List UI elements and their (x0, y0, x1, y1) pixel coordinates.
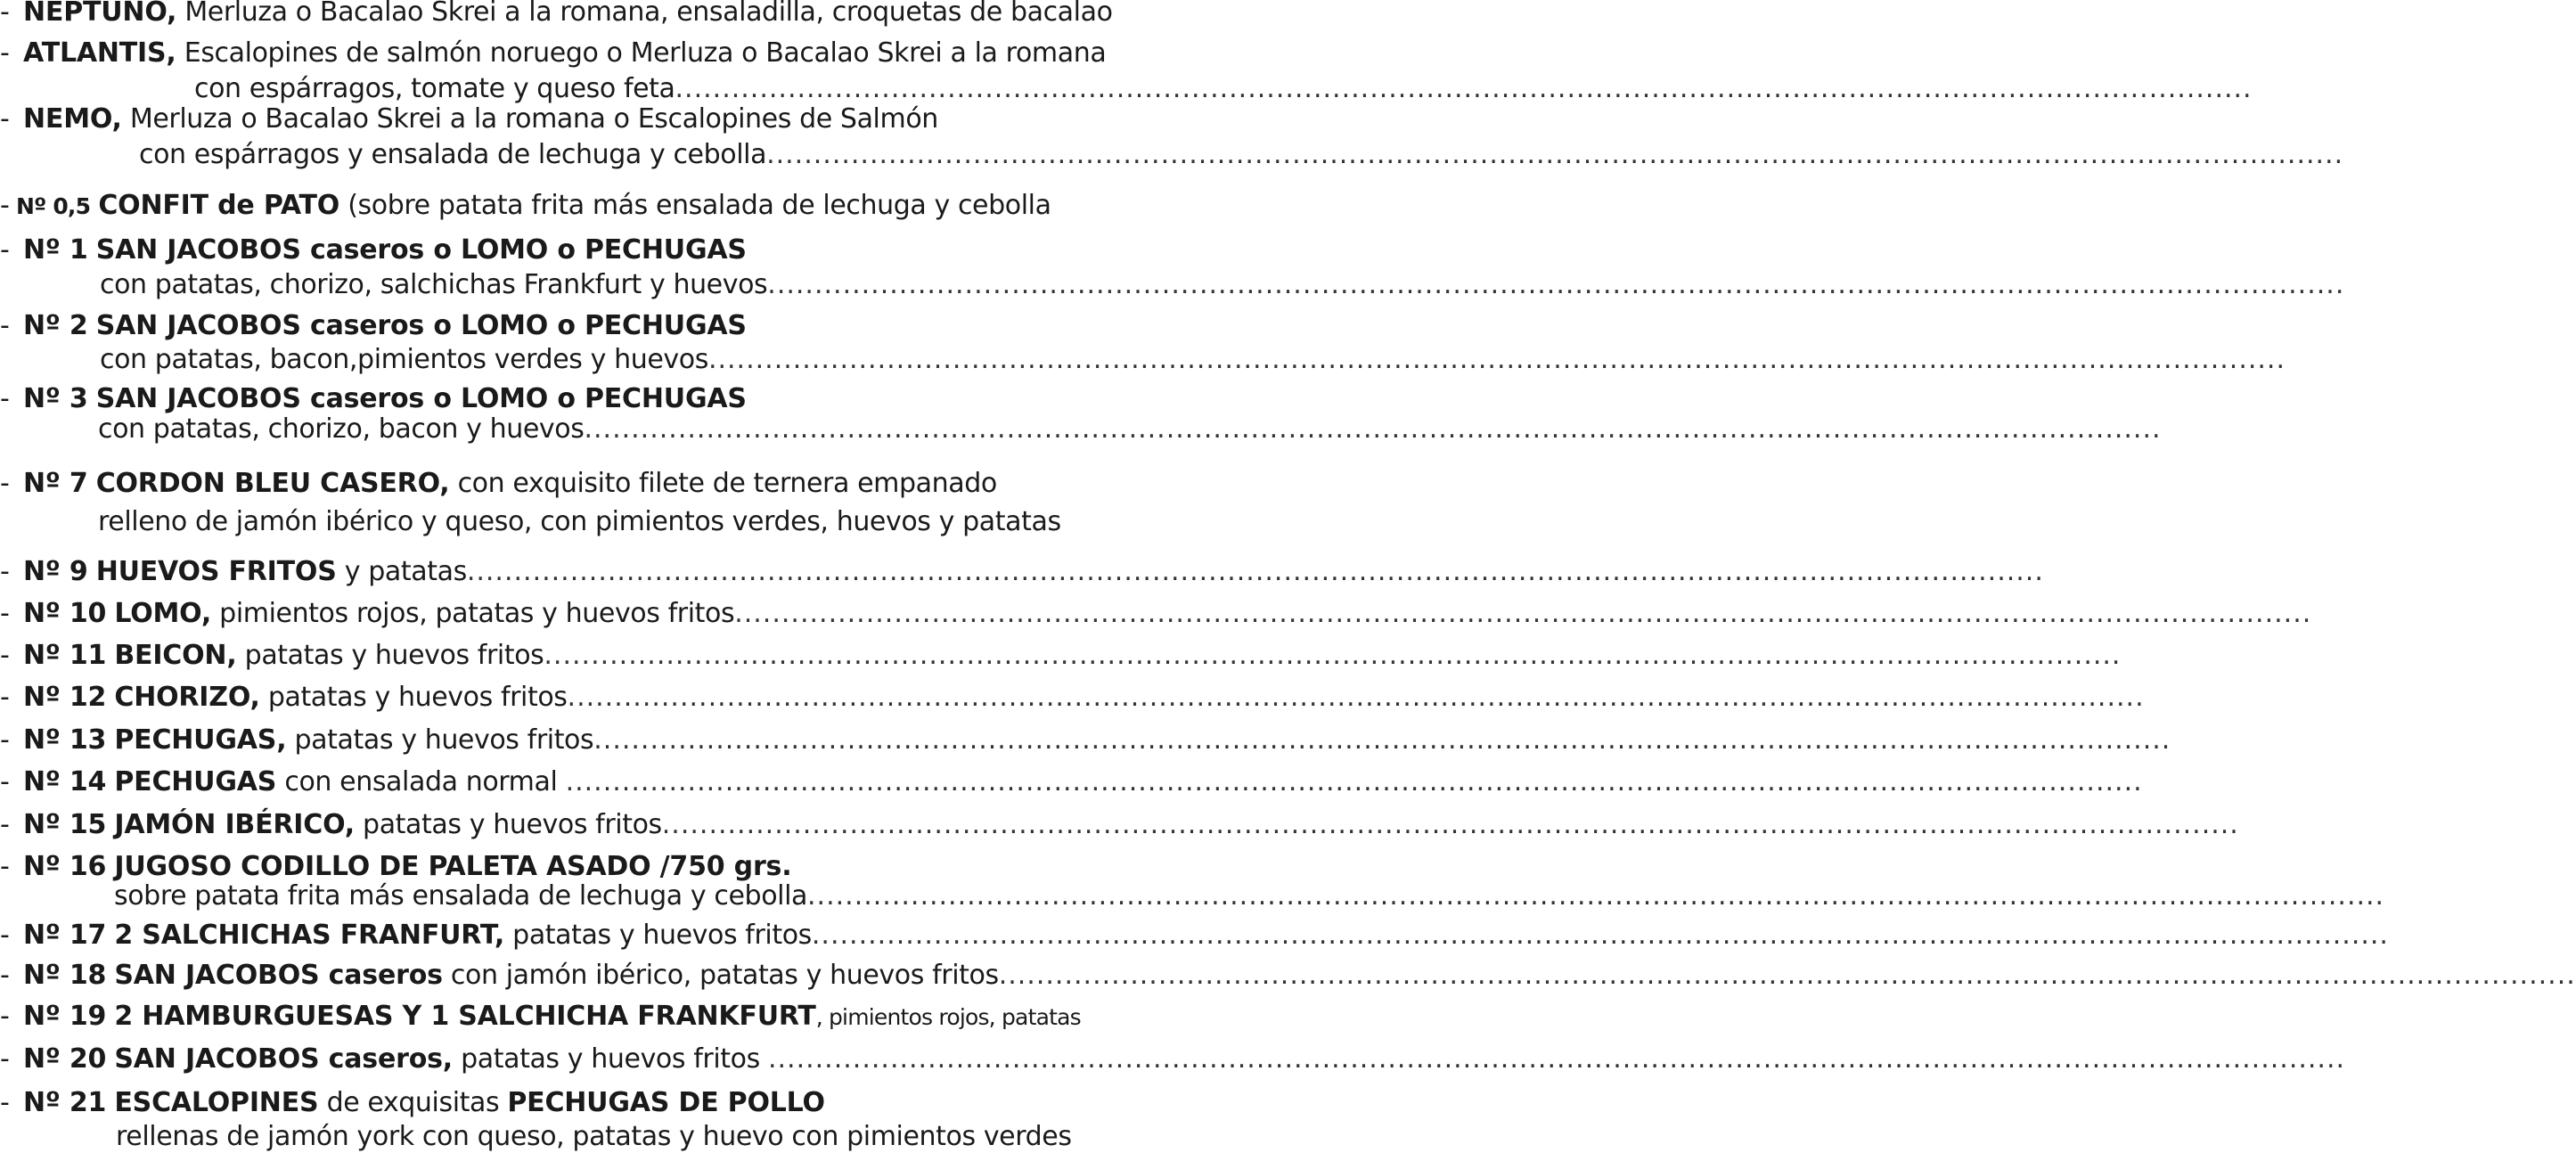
item-name: NEMO, (23, 103, 122, 135)
item-desc: Merluza o Bacalao Skrei a la romana, ensaladilla, croquetas de bacalao (184, 0, 1113, 28)
leader-dots: ........................................................................................................................................................................ (544, 640, 2122, 671)
list-item: - Nº 16 JUGOSO CODILLO DE PALETA ASADO /750 grs. (0, 851, 792, 882)
item-desc: , pimientos rojos, patatas (815, 1004, 1081, 1030)
item-desc: con espárragos, tomate y queso feta (194, 73, 675, 104)
list-item: - Nº 12 CHORIZO, patatas y huevos fritos........................................................................................................................................................................ (0, 682, 2145, 713)
leader-dots: ........................................................................................................................................................................ (766, 139, 2344, 170)
item-number: Nº 21 (23, 1087, 107, 1118)
list-item: - Nº 10 LOMO, pimientos rojos, patatas y huevos fritos........................................................................................................................................................................ (0, 598, 2312, 629)
item-desc: relleno de jamón ibérico y queso, con pimientos verdes, huevos y patatas (98, 506, 1061, 537)
item-name: PECHUGAS (114, 766, 277, 797)
leader-dots: ........................................................................................................................................................................ (567, 682, 2145, 713)
leader-dots: ........................................................................................................................................................................ (584, 413, 2162, 445)
item-number: Nº 10 (23, 598, 107, 629)
item-name-secondary: PECHUGAS DE POLLO (507, 1087, 825, 1118)
list-item: - Nº 7 CORDON BLEU CASERO, con exquisito filete de ternera empanado (0, 468, 997, 499)
item-number: Nº 19 (23, 1001, 107, 1032)
item-desc: de exquisitas (326, 1087, 500, 1118)
list-item: - ATLANTIS, Escalopines de salmón noruego o Merluza o Bacalao Skrei a la romana (0, 37, 1107, 69)
list-item-continuation (0, 269, 2345, 301)
list-item: - Nº 15 JAMÓN IBÉRICO, patatas y huevos fritos........................................................................................................................................................................ (0, 809, 2239, 840)
item-name: SAN JACOBOS caseros o LOMO o PECHUGAS (95, 383, 747, 414)
list-item-continuation (0, 506, 1141, 538)
item-name: CORDON BLEU CASERO, (95, 468, 450, 499)
item-desc: con patatas, chorizo, salchichas Frankfurt y huevos (100, 269, 768, 300)
item-desc: pimientos rojos, patatas y huevos fritos (219, 598, 735, 629)
item-desc: patatas y huevos fritos (294, 724, 594, 756)
item-name: SAN JACOBOS caseros o LOMO o PECHUGAS (95, 310, 747, 341)
list-item: - Nº 14 PECHUGAS con ensalada normal ........................................................................................................................................................................ (0, 766, 2143, 797)
item-number: Nº 0,5 (16, 193, 91, 219)
item-desc: rellenas de jamón york con queso, patatas y huevo con pimientos verdes (116, 1121, 1072, 1152)
item-number: Nº 12 (23, 682, 107, 713)
item-name: 2 SALCHICHAS FRANFURT, (114, 920, 505, 951)
item-desc: con espárragos y ensalada de lechuga y cebolla (139, 139, 767, 170)
item-name: ATLANTIS, (23, 37, 176, 69)
list-item-continuation (0, 1121, 1141, 1153)
leader-dots: ........................................................................................................................................................................ (811, 920, 2389, 951)
item-name: NEPTUNO, (23, 0, 177, 28)
list-item: - Nº 13 PECHUGAS, patatas y huevos fritos........................................................................................................................................................................ (0, 724, 2171, 756)
leader-dots: ........................................................................................................................................................................ (734, 598, 2312, 629)
item-number: Nº 1 (23, 234, 88, 266)
item-desc: patatas y huevos fritos (244, 640, 544, 671)
leader-dots: ........................................................................................................................................................................ (767, 269, 2345, 300)
list-item: - Nº 18 SAN JACOBOS caseros con jamón ibérico, patatas y huevos fritos........................................................................................................................................................................ (0, 960, 2576, 991)
list-item: - Nº 17 2 SALCHICHAS FRANFURT, patatas y huevos fritos........................................................................................................................................................................ (0, 920, 2389, 951)
item-number: Nº 18 (23, 960, 107, 991)
item-name: SAN JACOBOS caseros (114, 960, 443, 991)
item-number: Nº 7 (23, 468, 88, 499)
leader-dots: ........................................................................................................................................................................ (998, 960, 2576, 991)
item-name: 2 HAMBURGUESAS Y 1 SALCHICHA FRANKFURT (114, 1001, 816, 1032)
list-item-continuation (0, 344, 2286, 376)
item-desc: patatas y huevos fritos (363, 809, 662, 840)
item-desc: con jamón ibérico, patatas y huevos fritos (450, 960, 999, 991)
item-name: ESCALOPINES (114, 1087, 319, 1118)
item-name: BEICON, (114, 640, 237, 671)
item-number: Nº 20 (23, 1043, 107, 1075)
item-desc: sobre patata frita más ensalada de lechuga y cebolla (114, 880, 808, 912)
leader-dots: ........................................................................................................................................................................ (593, 724, 2171, 756)
list-item-continuation (0, 880, 2385, 912)
item-desc: con ensalada normal (284, 766, 558, 797)
list-item: - Nº 9 HUEVOS FRITOS y patatas........................................................................................................................................................................ (0, 556, 2044, 587)
item-name: JAMÓN IBÉRICO, (114, 809, 355, 840)
leader-dots: ........................................................................................................................................................................ (675, 73, 2253, 104)
item-desc: patatas y huevos fritos (461, 1043, 760, 1075)
item-number: Nº 9 (23, 556, 88, 587)
item-number: Nº 3 (23, 383, 88, 414)
list-item: - Nº 20 SAN JACOBOS caseros, patatas y huevos fritos ........................................................................................................................................................................ (0, 1043, 2346, 1075)
item-number: Nº 11 (23, 640, 107, 671)
item-desc: (sobre patata frita más ensalada de lechuga y cebolla (348, 190, 1051, 221)
list-item: - Nº 11 BEICON, patatas y huevos fritos........................................................................................................................................................................ (0, 640, 2122, 671)
item-number: Nº 15 (23, 809, 107, 840)
list-item: - Nº 2 SAN JACOBOS caseros o LOMO o PECHUGAS (0, 310, 747, 341)
item-desc: patatas y huevos fritos (267, 682, 568, 713)
item-name: SAN JACOBOS caseros o LOMO o PECHUGAS (95, 234, 747, 266)
item-desc: con patatas, bacon,pimientos verdes y huevos (100, 344, 708, 375)
leader-dots: ........................................................................................................................................................................ (466, 556, 2044, 587)
item-desc: Merluza o Bacalao Skrei a la romana o Escalopines de Salmón (129, 103, 938, 135)
item-number: Nº 17 (23, 920, 107, 951)
item-number: Nº 13 (23, 724, 107, 756)
list-item: - Nº 1 SAN JACOBOS caseros o LOMO o PECHUGAS (0, 234, 747, 266)
item-desc: Escalopines de salmón noruego o Merluza o Bacalao Skrei a la romana (184, 37, 1107, 69)
list-item: - NEPTUNO, Merluza o Bacalao Skrei a la romana, ensaladilla, croquetas de bacalao (0, 0, 1141, 29)
item-number: Nº 14 (23, 766, 107, 797)
list-item: - Nº 0,5 CONFIT de PATO (sobre patata frita más ensalada de lechuga y cebolla (0, 190, 1051, 221)
list-item: - Nº 3 SAN JACOBOS caseros o LOMO o PECHUGAS (0, 383, 747, 414)
item-name: PECHUGAS, (114, 724, 287, 756)
item-name: LOMO, (114, 598, 212, 629)
item-name: CHORIZO, (114, 682, 260, 713)
item-name: CONFIT de PATO (98, 190, 340, 221)
list-item-continuation (0, 73, 2253, 105)
list-item-continuation (0, 413, 2162, 446)
leader-dots: ........................................................................................................................................................................ (767, 1043, 2346, 1075)
item-desc: patatas y huevos fritos (512, 920, 812, 951)
item-desc: con exquisito filete de ternera empanado (457, 468, 997, 499)
item-name: JUGOSO CODILLO DE PALETA ASADO /750 grs. (114, 851, 792, 882)
leader-dots: ........................................................................................................................................................................ (565, 766, 2143, 797)
leader-dots: ........................................................................................................................................................................ (661, 809, 2239, 840)
item-desc: con patatas, chorizo, bacon y huevos (98, 413, 585, 445)
item-name: HUEVOS FRITOS (95, 556, 337, 587)
list-item: - Nº 21 ESCALOPINES de exquisitas PECHUGAS DE POLLO (0, 1087, 825, 1118)
leader-dots: ........................................................................................................................................................................ (807, 880, 2385, 912)
leader-dots: ........................................................................................................................................................................ (707, 344, 2286, 375)
list-item: - NEMO, Merluza o Bacalao Skrei a la romana o Escalopines de Salmón (0, 103, 938, 135)
list-item: - Nº 19 2 HAMBURGUESAS Y 1 SALCHICHA FRANKFURT, pimientos rojos, patatas (0, 1001, 1081, 1032)
item-number: Nº 16 (23, 851, 107, 882)
list-item-continuation (0, 139, 2344, 171)
item-name: SAN JACOBOS caseros, (114, 1043, 453, 1075)
item-desc: y patatas (344, 556, 467, 587)
item-number: Nº 2 (23, 310, 88, 341)
